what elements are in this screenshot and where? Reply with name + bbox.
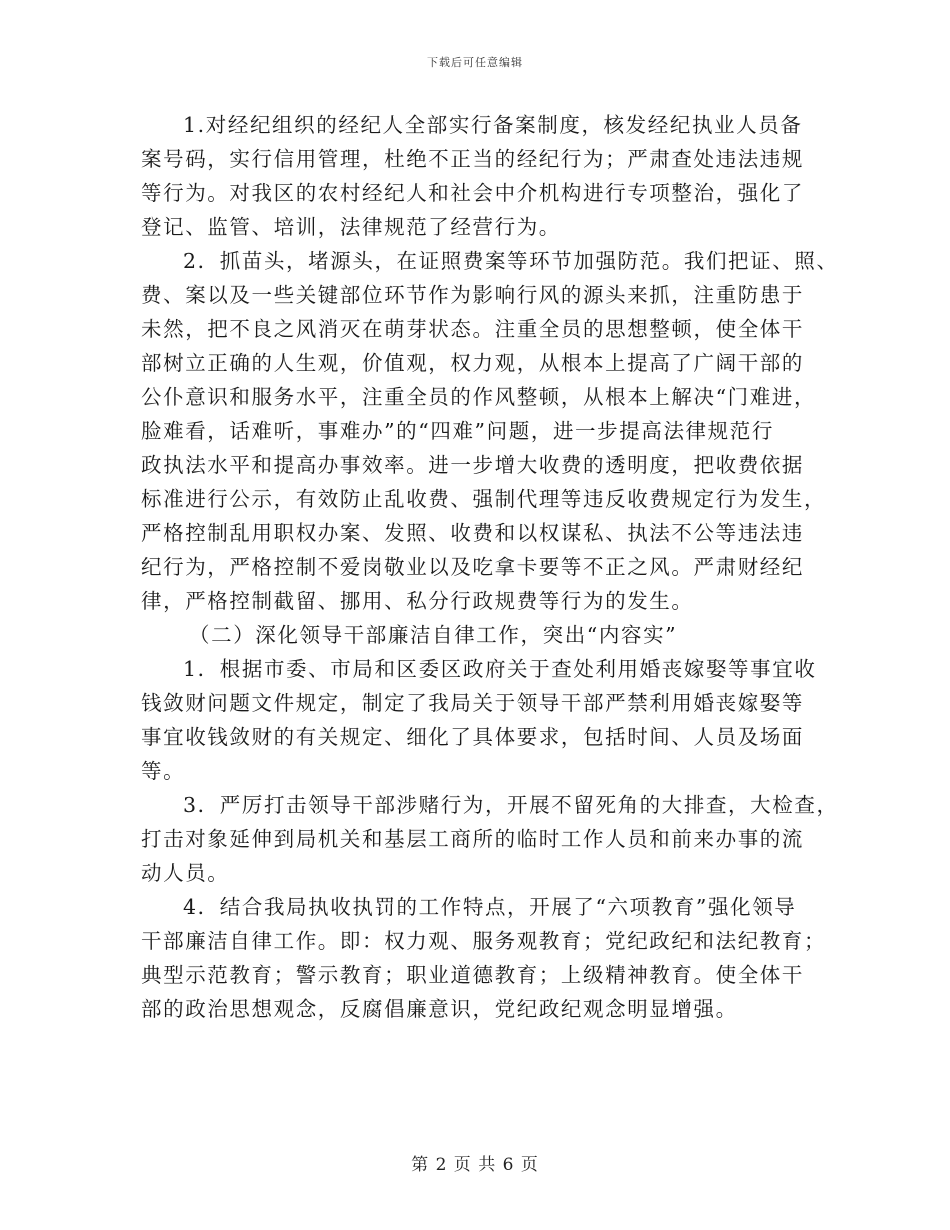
text-line: 部树立正确的人生观，价值观，权力观，从根本上提高了广阔干部的 bbox=[141, 351, 804, 375]
text-line: 3．严厉打击领导干部涉赌行为，开展不留死角的大排查，大检查， bbox=[183, 793, 839, 817]
text-line: 典型示范教育；警示教育；职业道德教育；上级精神教育。使全体干 bbox=[141, 963, 804, 987]
text-line: 纪行为，严格控制不爱岗敬业以及吃拿卡要等不正之风。严肃财经纪 bbox=[141, 555, 804, 579]
text-line: 等行为。对我区的农村经纪人和社会中介机构进行专项整治，强化了 bbox=[141, 181, 804, 205]
text-line: 登记、监管、培训，法律规范了经营行为。 bbox=[141, 215, 561, 239]
text-line: 2．抓苗头，堵源头，在证照费案等环节加强防范。我们把证、照、 bbox=[183, 249, 839, 273]
document-body bbox=[141, 108, 839, 1026]
text-line: 费、案以及一些关键部位环节作为影响行风的源头来抓，注重防患于 bbox=[141, 283, 804, 307]
text-line: 4．结合我局执收执罚的工作特点，开展了“六项教育”强化领导 bbox=[183, 895, 797, 919]
text-line: 事宜收钱敛财的有关规定、细化了具体要求，包括时间、人员及场面 bbox=[141, 725, 804, 749]
text-line: 动人员。 bbox=[141, 861, 230, 885]
text-line: 钱敛财问题文件规定，制定了我局关于领导干部严禁利用婚丧嫁娶等 bbox=[141, 691, 804, 715]
text-line: 打击对象延伸到局机关和基层工商所的临时工作人员和前来办事的流 bbox=[141, 827, 804, 851]
text-line: 等。 bbox=[141, 759, 186, 783]
text-line: 未然，把不良之风消灭在萌芽状态。注重全员的思想整顿，使全体干 bbox=[141, 317, 804, 341]
text-line: （二）深化领导干部廉洁自律工作，突出“内容实” bbox=[189, 623, 678, 647]
text-line: 严格控制乱用职权办案、发照、收费和以权谋私、执法不公等违法违 bbox=[141, 521, 804, 545]
text-line: 1.对经纪组织的经纪人全部实行备案制度，核发经纪执业人员备 bbox=[183, 113, 803, 137]
text-line: 案号码，实行信用管理，杜绝不正当的经纪行为；严肃查处违法违规 bbox=[141, 147, 804, 171]
text-line: 脸难看，话难听，事难办”的“四难”问题，进一步提高法律规范行 bbox=[141, 419, 774, 443]
text-line: 公仆意识和服务水平，注重全员的作风整顿，从根本上解决“门难进， bbox=[141, 385, 817, 409]
text-line: 政执法水平和提高办事效率。进一步增大收费的透明度，把收费依据 bbox=[141, 453, 804, 477]
text-line: 部的政治思想观念，反腐倡廉意识，党纪政纪观念明显增强。 bbox=[141, 997, 738, 1021]
page-number-footer: 第 2 页 共 6 页 bbox=[411, 1155, 539, 1175]
text-line: 标准进行公示，有效防止乱收费、强制代理等违反收费规定行为发生， bbox=[141, 487, 827, 511]
page-header-note: 下载后可任意编辑 bbox=[427, 56, 523, 69]
text-line: 1．根据市委、市局和区委区政府关于查处利用婚丧嫁娶等事宜收 bbox=[183, 657, 817, 681]
text-line: 律，严格控制截留、挪用、私分行政规费等行为的发生。 bbox=[141, 589, 694, 613]
text-line: 干部廉洁自律工作。即：权力观、服务观教育；党纪政纪和法纪教育； bbox=[141, 929, 827, 953]
